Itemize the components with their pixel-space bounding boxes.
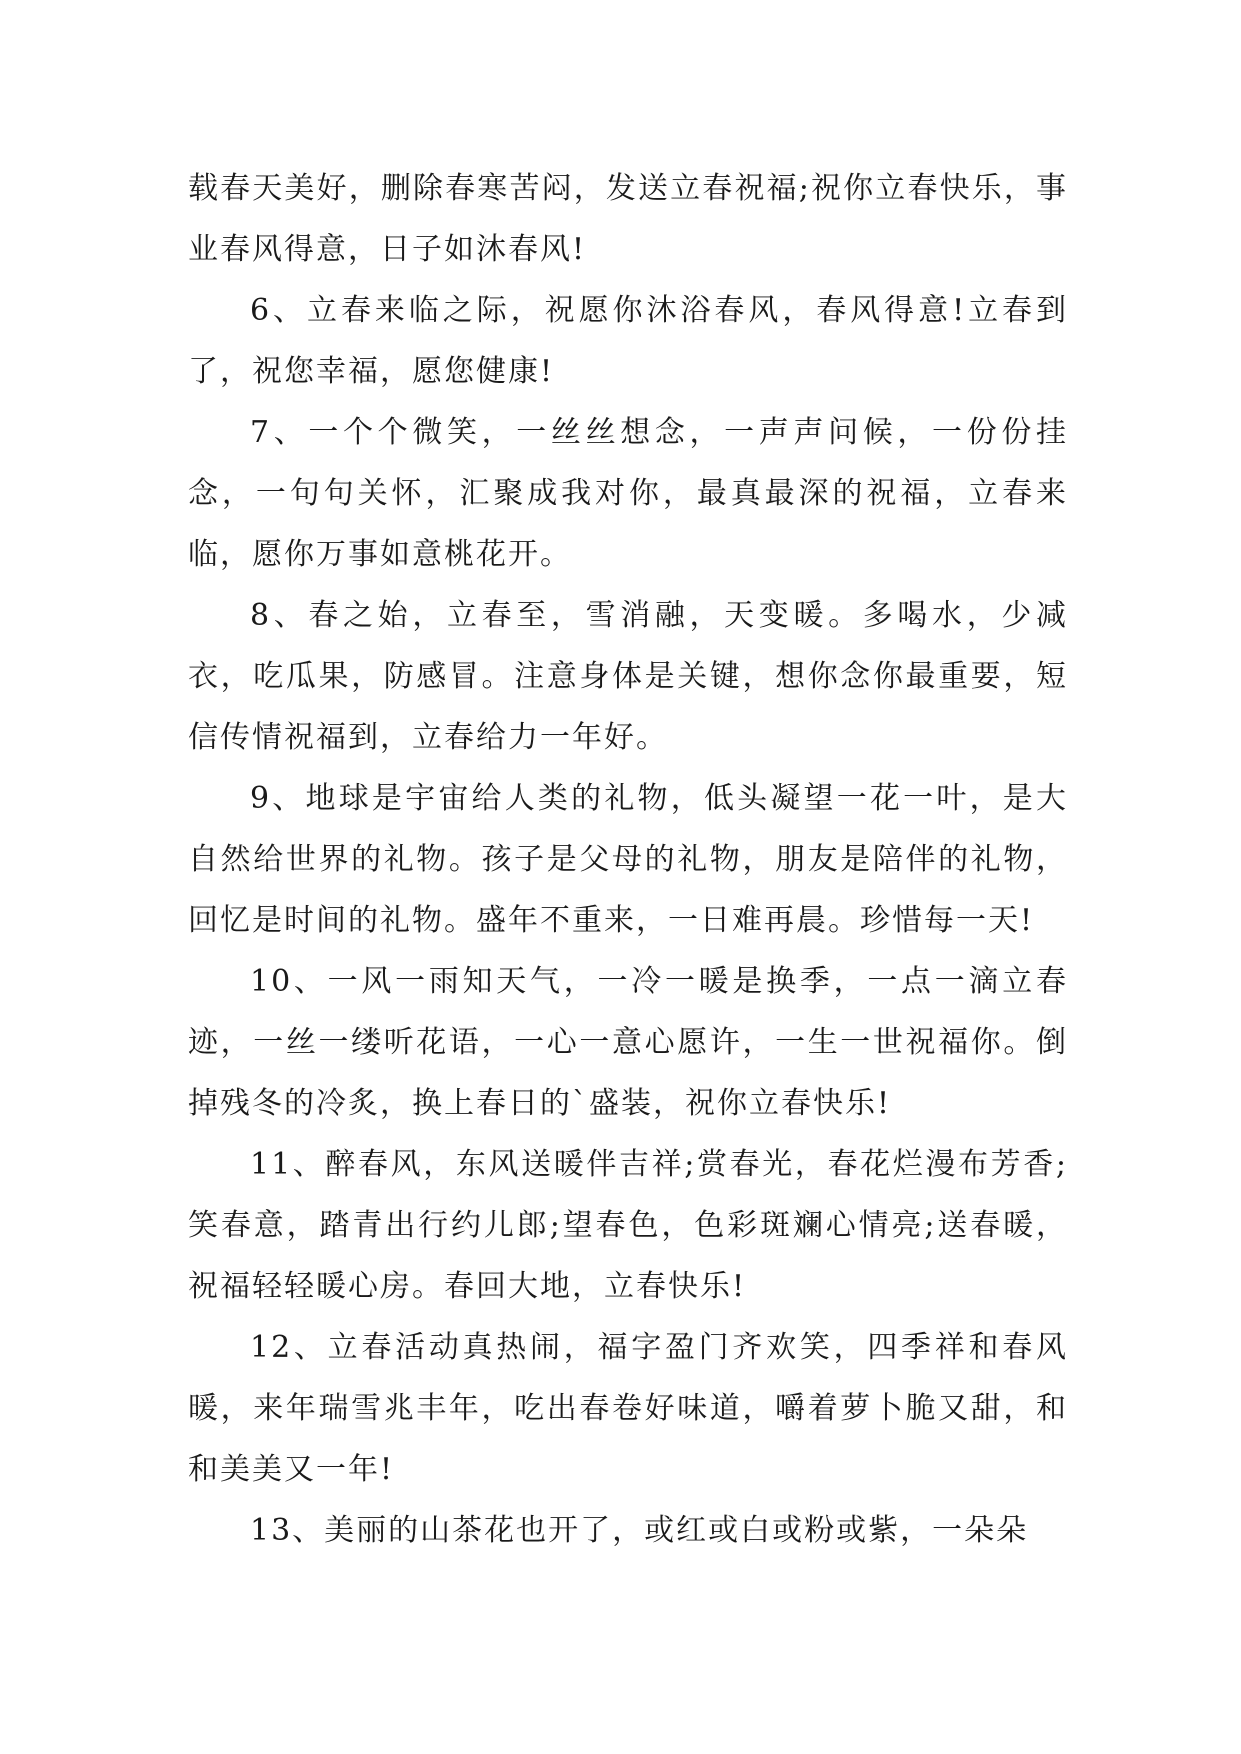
document-body: [188, 158, 1068, 1561]
paragraph-item-7: 7、一个个微笑，一丝丝想念，一声声问候，一份份挂念，一句句关怀，汇聚成我对你，最真最深的祝福，立春来临，愿你万事如意桃花开。: [188, 415, 1068, 572]
paragraph-item-8: 8、春之始，立春至，雪消融，天变暖。多喝水，少减衣，吃瓜果，防感冒。注意身体是关键，想你念你最重要，短信传情祝福到，立春给力一年好。: [188, 598, 1068, 755]
paragraph-item-6: 6、立春来临之际，祝愿你沐浴春风，春风得意!立春到了，祝您幸福，愿您健康!: [188, 293, 1068, 389]
paragraph-item-10: 10、一风一雨知天气，一冷一暖是换季，一点一滴立春迹，一丝一缕听花语，一心一意心愿许，一生一世祝福你。倒掉残冬的冷炙，换上春日的`盛装，祝你立春快乐!: [188, 964, 1068, 1121]
paragraph-item-11: 11、醉春风，东风送暖伴吉祥;赏春光，春花烂漫布芳香;笑春意，踏青出行约儿郎;望春色，色彩斑斓心情亮;送春暖，祝福轻轻暖心房。春回大地，立春快乐!: [188, 1147, 1068, 1304]
paragraph-item-9: 9、地球是宇宙给人类的礼物，低头凝望一花一叶，是大自然给世界的礼物。孩子是父母的礼物，朋友是陪伴的礼物，回忆是时间的礼物。盛年不重来，一日难再晨。珍惜每一天!: [188, 781, 1068, 938]
paragraph-item-13: 13、美丽的山茶花也开了，或红或白或粉或紫，一朵朵: [250, 1513, 1029, 1548]
paragraph-item-12: 12、立春活动真热闹，福字盈门齐欢笑，四季祥和春风暖，来年瑞雪兆丰年，吃出春卷好味道，嚼着萝卜脆又甜，和和美美又一年!: [188, 1330, 1068, 1487]
paragraph-continuation: 载春天美好，删除春寒苦闷，发送立春祝福;祝你立春快乐，事业春风得意，日子如沐春风!: [188, 171, 1068, 267]
